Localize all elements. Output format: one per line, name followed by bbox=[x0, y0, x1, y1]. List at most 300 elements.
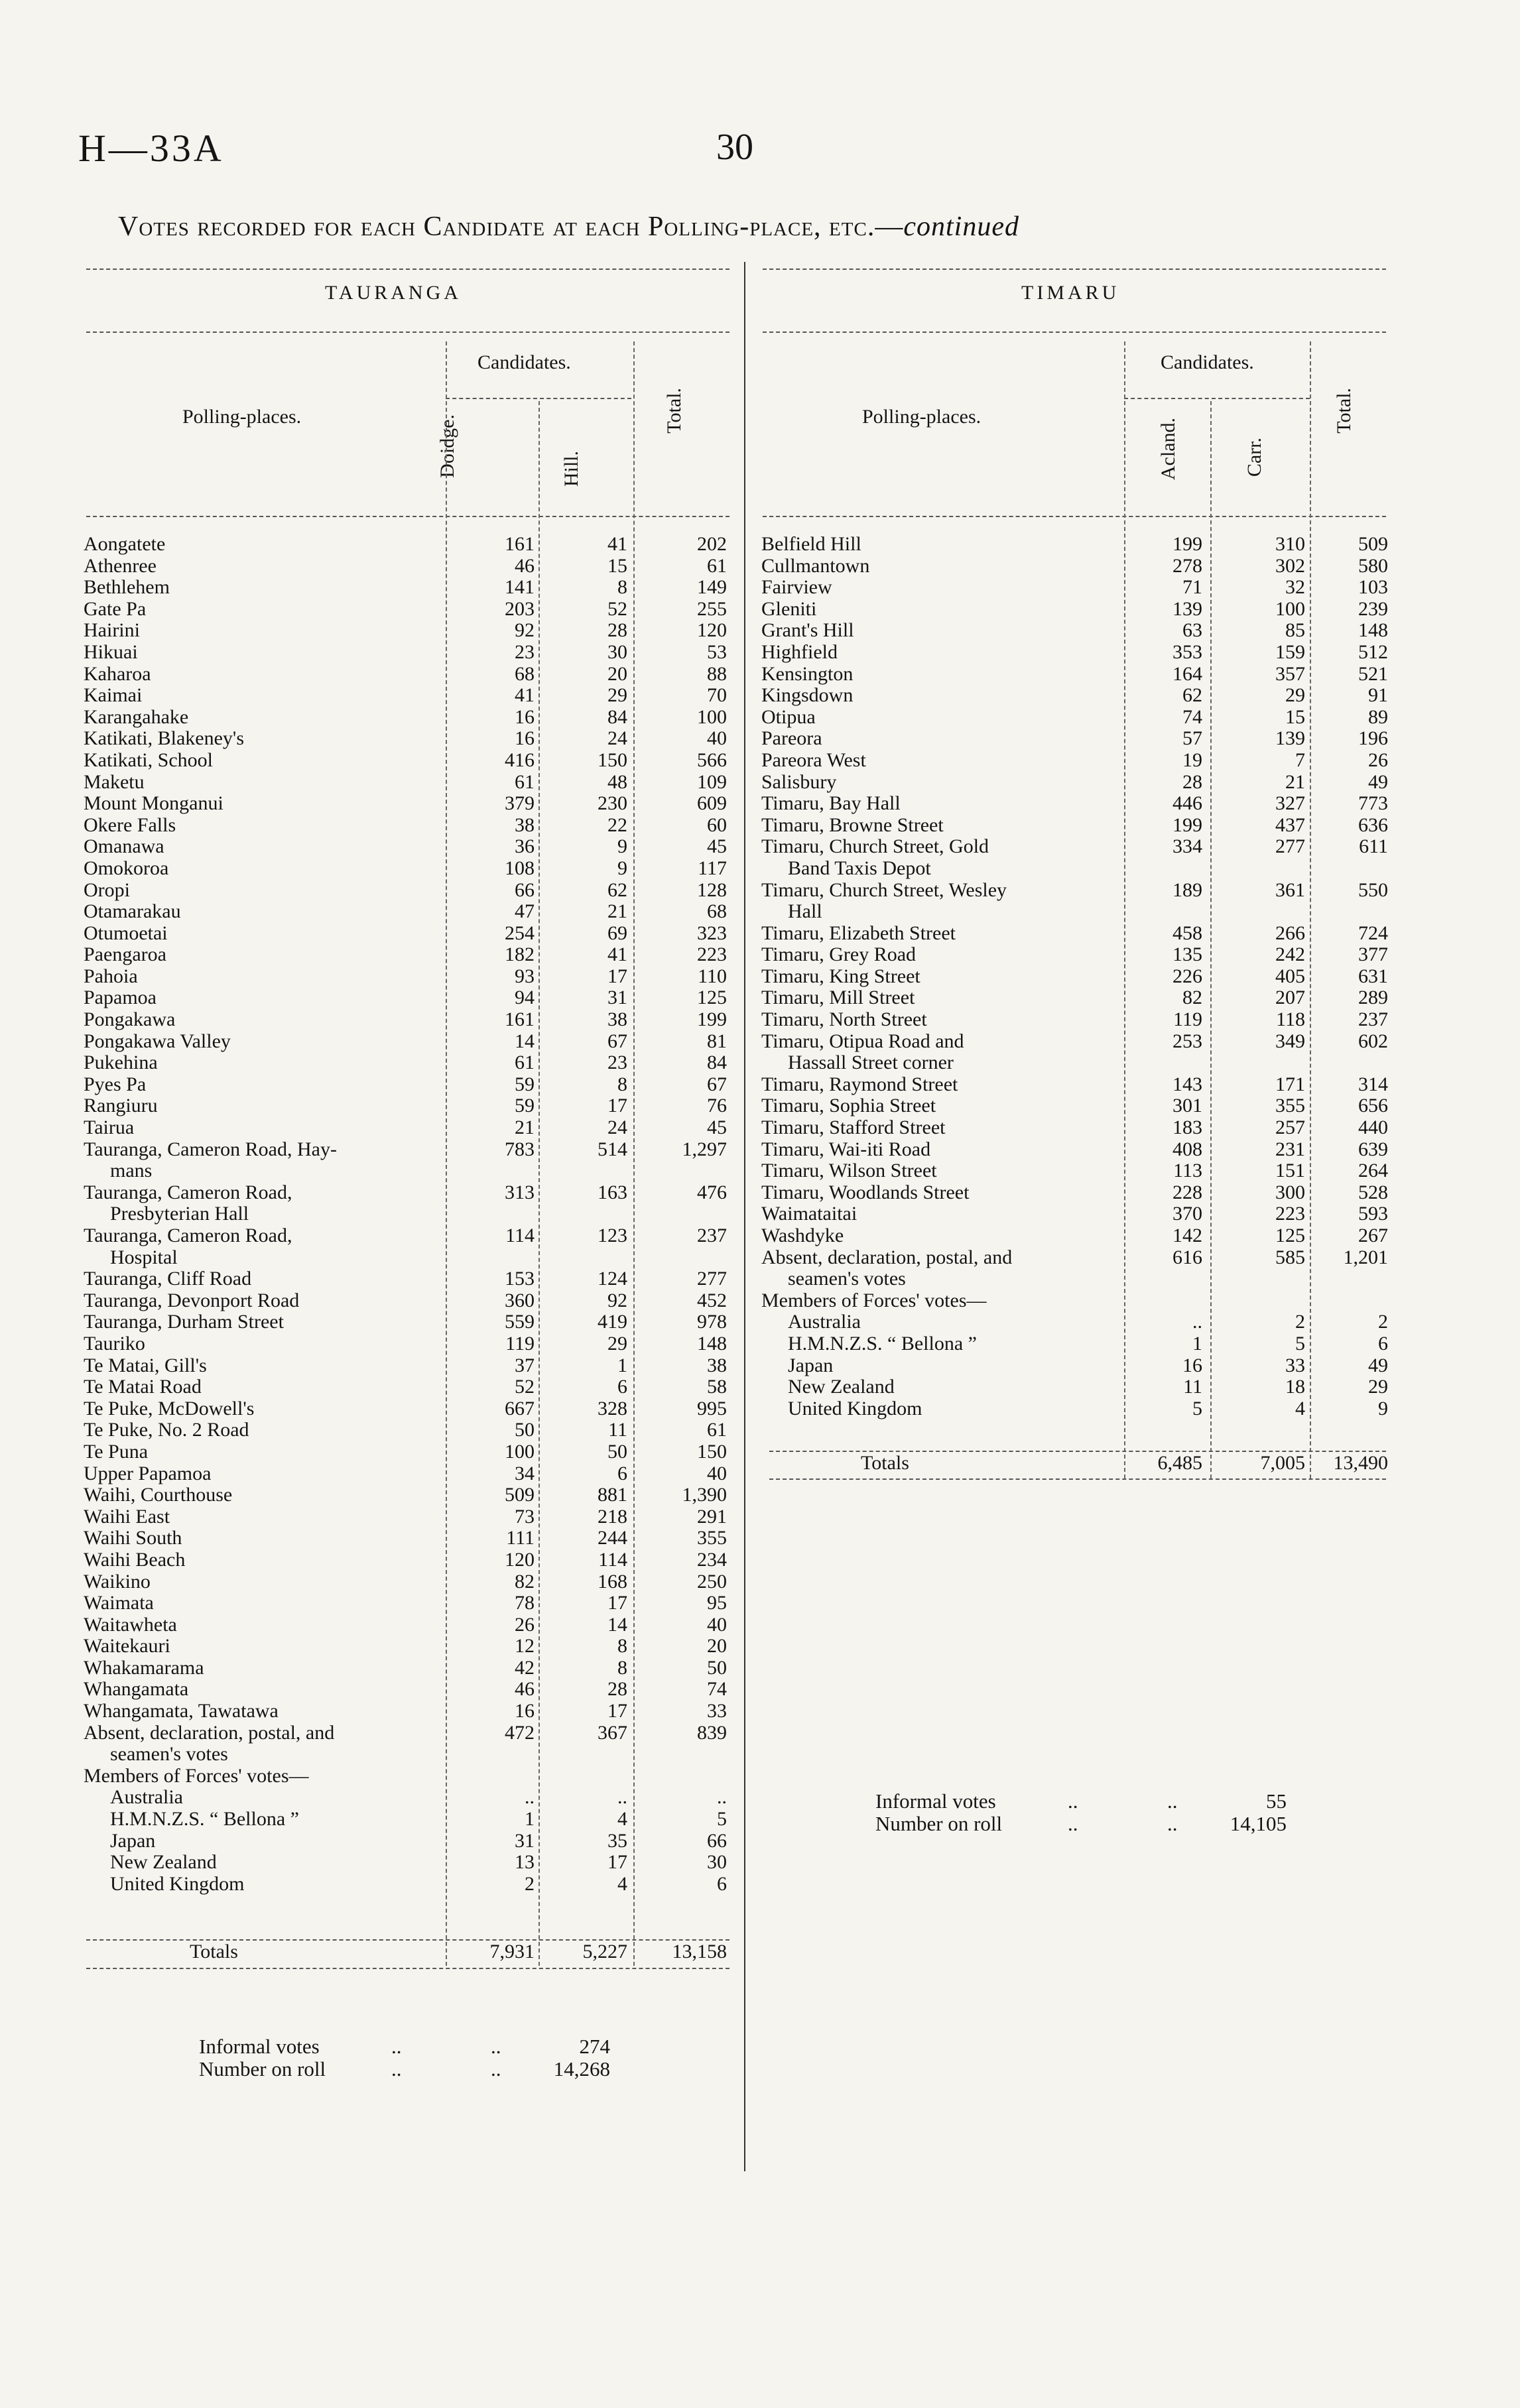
table-row bbox=[761, 1268, 1388, 1290]
votes-total: 580 bbox=[1358, 554, 1388, 577]
votes-candidate-2: 231 bbox=[1275, 1138, 1305, 1160]
table-row bbox=[761, 750, 1388, 772]
votes-candidate-2: 28 bbox=[607, 619, 627, 642]
tauranga-totals-bottom-rule bbox=[86, 1968, 729, 1969]
votes-total: 377 bbox=[1358, 943, 1388, 966]
timaru-informal-value: 55 bbox=[1266, 1789, 1287, 1813]
table-row bbox=[84, 1809, 733, 1831]
dots: .. bbox=[391, 2057, 402, 2080]
polling-place-name: Otumoetai bbox=[84, 922, 168, 944]
votes-total: 149 bbox=[697, 576, 727, 599]
votes-candidate-1: 21 bbox=[515, 1116, 535, 1139]
table-row bbox=[761, 620, 1388, 642]
votes-total: 773 bbox=[1358, 792, 1388, 815]
table-row bbox=[84, 1376, 733, 1398]
votes-candidate-2: 218 bbox=[598, 1505, 627, 1528]
votes-total: 26 bbox=[1368, 749, 1388, 771]
votes-total: 636 bbox=[1358, 813, 1388, 836]
votes-candidate-2: 14 bbox=[607, 1613, 627, 1636]
polling-place-name: Aongatete bbox=[84, 534, 166, 555]
table-row bbox=[761, 1160, 1388, 1182]
votes-candidate-1: 16 bbox=[515, 727, 535, 750]
votes-candidate-2: 15 bbox=[1285, 705, 1305, 728]
votes-candidate-1: 50 bbox=[515, 1419, 535, 1441]
timaru-total-carr: 7,005 bbox=[1260, 1452, 1305, 1474]
table-row bbox=[84, 1160, 733, 1182]
table-row bbox=[84, 620, 733, 642]
polling-place-name: Japan bbox=[788, 1354, 834, 1376]
votes-candidate-2: 244 bbox=[598, 1527, 627, 1549]
votes-candidate-1: 16 bbox=[515, 1700, 535, 1722]
table-row bbox=[84, 1463, 733, 1485]
timaru-totals-label: Totals bbox=[861, 1453, 909, 1474]
votes-candidate-1: .. bbox=[1192, 1311, 1202, 1333]
votes-total: 202 bbox=[697, 533, 727, 555]
votes-total: 84 bbox=[707, 1052, 727, 1074]
timaru-informal-row bbox=[875, 1789, 1287, 1813]
votes-total: 978 bbox=[697, 1311, 727, 1333]
polling-place-name: Timaru, King Street bbox=[761, 965, 920, 987]
votes-candidate-1: 68 bbox=[515, 662, 535, 685]
polling-place-name: Maketu bbox=[84, 771, 145, 793]
votes-candidate-1: 458 bbox=[1172, 922, 1202, 944]
dots: .. bbox=[491, 2057, 501, 2080]
votes-candidate-2: 6 bbox=[617, 1376, 627, 1398]
votes-total: 566 bbox=[697, 749, 727, 771]
table-row bbox=[761, 880, 1388, 902]
votes-total: 656 bbox=[1358, 1095, 1388, 1117]
tauranga-heading-rule bbox=[86, 331, 729, 333]
votes-candidate-2: 405 bbox=[1275, 965, 1305, 987]
votes-candidate-2: 9 bbox=[617, 857, 627, 879]
polling-place-name: Timaru, North Street bbox=[761, 1009, 927, 1031]
votes-candidate-1: 38 bbox=[515, 813, 535, 836]
votes-candidate-2: 8 bbox=[617, 576, 627, 599]
votes-candidate-2: 585 bbox=[1275, 1246, 1305, 1268]
table-row bbox=[84, 1333, 733, 1355]
votes-candidate-2: 67 bbox=[607, 1030, 627, 1052]
table-row bbox=[84, 1182, 733, 1204]
polling-place-name: Mount Monganui bbox=[84, 793, 223, 815]
table-row bbox=[761, 685, 1388, 707]
votes-total: 91 bbox=[1368, 684, 1388, 707]
votes-candidate-1: 11 bbox=[1183, 1376, 1202, 1398]
votes-candidate-1: 189 bbox=[1172, 878, 1202, 901]
votes-total: 61 bbox=[707, 554, 727, 577]
votes-candidate-2: 124 bbox=[598, 1268, 627, 1290]
polling-place-name: Hassall Street corner bbox=[788, 1052, 954, 1074]
votes-candidate-1: 73 bbox=[515, 1505, 535, 1528]
polling-place-name: Timaru, Bay Hall bbox=[761, 793, 901, 815]
votes-total: 76 bbox=[707, 1095, 727, 1117]
table-row bbox=[761, 1311, 1388, 1333]
polling-place-name: Washdyke bbox=[761, 1225, 844, 1246]
table-row bbox=[84, 599, 733, 621]
votes-total: 237 bbox=[697, 1225, 727, 1246]
table-row bbox=[761, 966, 1388, 988]
table-row bbox=[84, 1203, 733, 1225]
votes-candidate-2: 168 bbox=[598, 1570, 627, 1593]
votes-candidate-2: 357 bbox=[1275, 662, 1305, 685]
votes-candidate-1: 100 bbox=[505, 1440, 535, 1463]
polling-place-name: Karangahake bbox=[84, 706, 189, 728]
votes-total: .. bbox=[717, 1786, 727, 1809]
table-row bbox=[761, 599, 1388, 621]
table-row bbox=[84, 1571, 733, 1593]
table-row bbox=[84, 1593, 733, 1614]
tauranga-informal-value: 274 bbox=[579, 2035, 610, 2058]
table-row bbox=[84, 987, 733, 1009]
polling-place-name: Timaru, Woodlands Street bbox=[761, 1181, 970, 1203]
table-row bbox=[761, 793, 1388, 815]
votes-candidate-1: 113 bbox=[1173, 1160, 1202, 1182]
votes-candidate-2: 355 bbox=[1275, 1095, 1305, 1117]
polling-place-name: Band Taxis Depot bbox=[788, 857, 931, 879]
tauranga-total-hill: 5,227 bbox=[582, 1941, 627, 1962]
votes-candidate-1: 59 bbox=[515, 1095, 535, 1117]
votes-candidate-1: 114 bbox=[505, 1225, 535, 1246]
polling-place-name: Tauranga, Cameron Road, bbox=[84, 1225, 292, 1246]
votes-candidate-2: 266 bbox=[1275, 922, 1305, 944]
votes-total: 440 bbox=[1358, 1116, 1388, 1139]
votes-candidate-2: 33 bbox=[1285, 1354, 1305, 1376]
votes-candidate-1: 82 bbox=[1182, 987, 1202, 1009]
votes-candidate-1: 667 bbox=[505, 1397, 535, 1419]
votes-total: 314 bbox=[1358, 1073, 1388, 1095]
polling-place-name: Kaimai bbox=[84, 685, 143, 707]
votes-total: 45 bbox=[707, 835, 727, 858]
votes-candidate-1: 199 bbox=[1172, 813, 1202, 836]
votes-candidate-2: 310 bbox=[1275, 533, 1305, 555]
votes-candidate-2: 32 bbox=[1285, 576, 1305, 599]
votes-candidate-2: 22 bbox=[607, 813, 627, 836]
votes-candidate-2: 123 bbox=[598, 1225, 627, 1246]
votes-total: 609 bbox=[697, 792, 727, 815]
votes-total: 40 bbox=[707, 1613, 727, 1636]
votes-candidate-1: 141 bbox=[505, 576, 535, 599]
votes-total: 95 bbox=[707, 1592, 727, 1614]
table-row bbox=[761, 1376, 1388, 1398]
votes-total: 267 bbox=[1358, 1225, 1388, 1246]
tauranga-candidates-rule bbox=[446, 398, 631, 399]
timaru-heading: TIMARU bbox=[1021, 282, 1120, 304]
tauranga-roll-row bbox=[199, 2057, 610, 2080]
votes-candidate-2: 302 bbox=[1275, 554, 1305, 577]
dots: .. bbox=[491, 2035, 501, 2058]
dots: .. bbox=[1068, 1789, 1078, 1813]
table-row bbox=[84, 1636, 733, 1657]
table-row bbox=[761, 923, 1388, 945]
table-row bbox=[761, 556, 1388, 577]
votes-candidate-1: 616 bbox=[1172, 1246, 1202, 1268]
votes-total: 20 bbox=[707, 1635, 727, 1657]
table-row bbox=[84, 966, 733, 988]
votes-candidate-2: 17 bbox=[607, 1592, 627, 1614]
votes-candidate-1: 34 bbox=[515, 1462, 535, 1484]
table-row bbox=[761, 1009, 1388, 1031]
votes-candidate-1: 93 bbox=[515, 965, 535, 987]
votes-candidate-2: 11 bbox=[608, 1419, 627, 1441]
votes-total: 70 bbox=[707, 684, 727, 707]
votes-candidate-2: 230 bbox=[598, 792, 627, 815]
votes-total: 550 bbox=[1358, 878, 1388, 901]
polling-place-name: Okere Falls bbox=[84, 814, 176, 836]
polling-place-name: Whakamarama bbox=[84, 1657, 204, 1679]
votes-candidate-2: 23 bbox=[607, 1052, 627, 1074]
timaru-table bbox=[761, 534, 1388, 1419]
table-row bbox=[84, 1268, 733, 1290]
votes-candidate-1: 74 bbox=[1182, 705, 1202, 728]
polling-place-name: Gate Pa bbox=[84, 598, 147, 620]
votes-candidate-2: 100 bbox=[1275, 597, 1305, 620]
votes-candidate-1: 19 bbox=[1182, 749, 1202, 771]
votes-candidate-1: 408 bbox=[1172, 1138, 1202, 1160]
tauranga-candidate-doidge: Doidge. bbox=[436, 414, 458, 478]
tauranga-total-all: 13,158 bbox=[672, 1941, 727, 1962]
polling-place-name: seamen's votes bbox=[788, 1268, 906, 1290]
polling-place-name: Paengaroa bbox=[84, 944, 166, 966]
timaru-total-header: Total. bbox=[1333, 388, 1355, 434]
polling-place-name: Belfield Hill bbox=[761, 534, 861, 555]
votes-total: 89 bbox=[1368, 705, 1388, 728]
table-row bbox=[84, 880, 733, 902]
tauranga-candidate-hill: Hill. bbox=[560, 451, 582, 487]
votes-candidate-2: 114 bbox=[598, 1548, 627, 1571]
votes-candidate-2: 29 bbox=[1285, 684, 1305, 707]
votes-candidate-2: 277 bbox=[1275, 835, 1305, 858]
table-row bbox=[761, 642, 1388, 664]
votes-candidate-1: 46 bbox=[515, 1678, 535, 1701]
votes-total: 602 bbox=[1358, 1030, 1388, 1052]
polling-place-name: Absent, declaration, postal, and bbox=[761, 1246, 1013, 1268]
polling-place-name: Grant's Hill bbox=[761, 620, 854, 642]
votes-total: 150 bbox=[697, 1440, 727, 1463]
votes-candidate-1: 183 bbox=[1172, 1116, 1202, 1139]
polling-place-name: Japan bbox=[110, 1830, 156, 1852]
polling-place-name: Pareora West bbox=[761, 749, 866, 771]
votes-candidate-1: 139 bbox=[1172, 597, 1202, 620]
votes-candidate-1: 111 bbox=[506, 1527, 535, 1549]
votes-candidate-2: 21 bbox=[1285, 770, 1305, 793]
table-row bbox=[761, 1203, 1388, 1225]
table-row bbox=[761, 1247, 1388, 1269]
table-row bbox=[84, 1787, 733, 1809]
votes-total: 58 bbox=[707, 1376, 727, 1398]
votes-total: 528 bbox=[1358, 1181, 1388, 1203]
votes-candidate-1: 142 bbox=[1172, 1225, 1202, 1246]
votes-total: 66 bbox=[707, 1829, 727, 1852]
votes-total: 53 bbox=[707, 640, 727, 663]
polling-place-name: Waihi Beach bbox=[84, 1549, 186, 1571]
votes-candidate-1: 313 bbox=[505, 1181, 535, 1203]
polling-place-name: Tauranga, Cliff Road bbox=[84, 1268, 252, 1290]
votes-candidate-1: 42 bbox=[515, 1656, 535, 1679]
votes-candidate-2: 150 bbox=[598, 749, 627, 771]
votes-candidate-1: 13 bbox=[515, 1851, 535, 1874]
votes-candidate-2: 18 bbox=[1285, 1376, 1305, 1398]
votes-candidate-2: 9 bbox=[617, 835, 627, 858]
votes-total: 476 bbox=[697, 1181, 727, 1203]
polling-place-name: Kingsdown bbox=[761, 685, 854, 707]
timaru-totals-row bbox=[761, 1453, 1388, 1475]
votes-candidate-1: 108 bbox=[505, 857, 535, 879]
votes-candidate-2: 48 bbox=[607, 770, 627, 793]
table-row bbox=[84, 728, 733, 750]
votes-candidate-1: 57 bbox=[1182, 727, 1202, 750]
table-row bbox=[84, 1355, 733, 1377]
table-row bbox=[84, 1290, 733, 1312]
votes-candidate-2: 118 bbox=[1276, 1008, 1305, 1031]
polling-place-name: Presbyterian Hall bbox=[110, 1203, 249, 1225]
table-row bbox=[84, 1247, 733, 1269]
votes-candidate-1: 92 bbox=[515, 619, 535, 642]
polling-place-name: Timaru, Raymond Street bbox=[761, 1073, 958, 1095]
votes-candidate-1: 199 bbox=[1172, 533, 1202, 555]
votes-total: 509 bbox=[1358, 533, 1388, 555]
tauranga-totals-row bbox=[84, 1941, 733, 1963]
polling-place-name: Tairua bbox=[84, 1117, 135, 1139]
polling-place-name: Bethlehem bbox=[84, 577, 170, 599]
votes-candidate-1: 23 bbox=[515, 640, 535, 663]
votes-candidate-1: 228 bbox=[1172, 1181, 1202, 1203]
polling-place-name: New Zealand bbox=[788, 1376, 895, 1398]
center-divider bbox=[744, 262, 745, 2171]
votes-total: 6 bbox=[1378, 1332, 1388, 1354]
table-row bbox=[84, 707, 733, 729]
tauranga-totals-rule bbox=[86, 1939, 729, 1941]
votes-total: 6 bbox=[717, 1872, 727, 1895]
votes-total: 148 bbox=[1358, 619, 1388, 642]
votes-candidate-2: 419 bbox=[598, 1311, 627, 1333]
votes-total: 277 bbox=[697, 1268, 727, 1290]
votes-candidate-1: 46 bbox=[515, 554, 535, 577]
table-row bbox=[761, 1333, 1388, 1355]
polling-place-name: Rangiuru bbox=[84, 1095, 158, 1117]
votes-candidate-1: 379 bbox=[505, 792, 535, 815]
votes-total: 40 bbox=[707, 1462, 727, 1484]
polling-place-name: Tauranga, Cameron Road, bbox=[84, 1181, 292, 1203]
polling-place-name: Athenree bbox=[84, 555, 157, 577]
table-row bbox=[761, 1290, 1388, 1312]
votes-total: 196 bbox=[1358, 727, 1388, 750]
votes-candidate-2: 20 bbox=[607, 662, 627, 685]
votes-candidate-1: 278 bbox=[1172, 554, 1202, 577]
table-row bbox=[84, 1722, 733, 1744]
votes-candidate-2: 28 bbox=[607, 1678, 627, 1701]
polling-place-name: Te Matai Road bbox=[84, 1376, 202, 1398]
votes-candidate-2: 15 bbox=[607, 554, 627, 577]
polling-place-name: Timaru, Sophia Street bbox=[761, 1095, 936, 1117]
page-reference: H—33A bbox=[78, 127, 224, 170]
votes-total: 995 bbox=[697, 1397, 727, 1419]
votes-candidate-2: 92 bbox=[607, 1289, 627, 1311]
table-row bbox=[761, 1052, 1388, 1074]
polling-place-name: Timaru, Wilson Street bbox=[761, 1160, 937, 1182]
votes-total: 88 bbox=[707, 662, 727, 685]
votes-candidate-2: 5 bbox=[1295, 1332, 1305, 1354]
votes-candidate-2: 17 bbox=[607, 1095, 627, 1117]
polling-place-name: Timaru, Stafford Street bbox=[761, 1117, 946, 1139]
table-row bbox=[84, 577, 733, 599]
votes-candidate-1: 14 bbox=[515, 1030, 535, 1052]
table-row bbox=[761, 534, 1388, 556]
table-row bbox=[761, 1074, 1388, 1096]
timaru-heading-rule bbox=[763, 331, 1386, 333]
polling-place-name: Salisbury bbox=[761, 771, 837, 793]
votes-candidate-1: 446 bbox=[1172, 792, 1202, 815]
votes-total: 40 bbox=[707, 727, 727, 750]
timaru-polling-places-header: Polling-places. bbox=[862, 406, 982, 428]
votes-candidate-2: 4 bbox=[1295, 1397, 1305, 1419]
votes-total: 512 bbox=[1358, 640, 1388, 663]
votes-candidate-2: .. bbox=[617, 1786, 627, 1809]
tauranga-total-header: Total. bbox=[663, 388, 685, 434]
table-row bbox=[84, 1614, 733, 1636]
votes-candidate-2: 84 bbox=[607, 705, 627, 728]
table-row bbox=[84, 1831, 733, 1852]
timaru-candidates-header: Candidates. bbox=[1161, 351, 1254, 373]
polling-place-name: Otipua bbox=[761, 706, 816, 728]
votes-total: 9 bbox=[1378, 1397, 1388, 1419]
votes-candidate-1: 161 bbox=[505, 533, 535, 555]
tauranga-top-rule bbox=[86, 269, 729, 270]
votes-candidate-1: 254 bbox=[505, 922, 535, 944]
votes-total: 199 bbox=[697, 1008, 727, 1031]
votes-candidate-2: 7 bbox=[1295, 749, 1305, 771]
polling-place-name: Whangamata, Tawatawa bbox=[84, 1701, 279, 1722]
dots: .. bbox=[391, 2035, 402, 2058]
votes-total: 120 bbox=[697, 619, 727, 642]
votes-candidate-2: 69 bbox=[607, 922, 627, 944]
table-row bbox=[84, 944, 733, 966]
tauranga-table bbox=[84, 534, 733, 1895]
table-row bbox=[84, 901, 733, 923]
votes-candidate-1: 47 bbox=[515, 900, 535, 923]
votes-candidate-1: 143 bbox=[1172, 1073, 1202, 1095]
table-row bbox=[84, 1074, 733, 1096]
votes-total: 74 bbox=[707, 1678, 727, 1701]
table-row bbox=[84, 1852, 733, 1874]
votes-candidate-1: 119 bbox=[505, 1332, 535, 1354]
votes-total: 67 bbox=[707, 1073, 727, 1095]
votes-total: 61 bbox=[707, 1419, 727, 1441]
votes-candidate-1: 1 bbox=[525, 1808, 535, 1831]
votes-total: 2 bbox=[1378, 1311, 1388, 1333]
polling-place-name: Omanawa bbox=[84, 836, 164, 858]
votes-total: 5 bbox=[717, 1808, 727, 1831]
polling-place-name: seamen's votes bbox=[110, 1744, 228, 1766]
polling-place-name: Australia bbox=[110, 1787, 183, 1809]
votes-candidate-1: 59 bbox=[515, 1073, 535, 1095]
votes-total: 148 bbox=[697, 1332, 727, 1354]
tauranga-totals-label: Totals bbox=[190, 1941, 238, 1962]
polling-place-name: Members of Forces' votes— bbox=[84, 1765, 309, 1787]
timaru-roll-value: 14,105 bbox=[1230, 1812, 1287, 1835]
timaru-totals-bottom-rule bbox=[769, 1478, 1386, 1480]
votes-total: 49 bbox=[1368, 1354, 1388, 1376]
tauranga-roll-label: Number on roll bbox=[199, 2057, 326, 2080]
votes-candidate-2: 17 bbox=[607, 965, 627, 987]
votes-total: 223 bbox=[697, 943, 727, 966]
votes-total: 100 bbox=[697, 705, 727, 728]
polling-place-name: Tauranga, Durham Street bbox=[84, 1311, 284, 1333]
table-row bbox=[761, 1398, 1388, 1420]
tauranga-informal-row bbox=[199, 2035, 610, 2058]
votes-candidate-2: 52 bbox=[607, 597, 627, 620]
votes-candidate-2: 30 bbox=[607, 640, 627, 663]
timaru-top-rule bbox=[763, 269, 1386, 270]
votes-candidate-2: 437 bbox=[1275, 813, 1305, 836]
